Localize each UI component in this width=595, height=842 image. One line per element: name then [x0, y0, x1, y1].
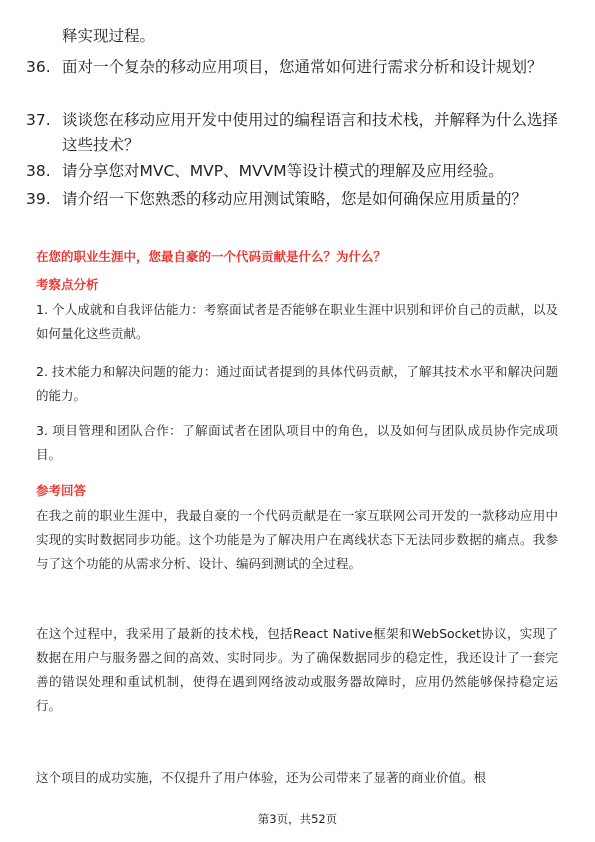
- question-item: [26, 159, 562, 184]
- continuation-text: 释实现过程。: [62, 27, 156, 45]
- question-text: 请介绍一下您熟悉的移动应用测试策略，您是如何确保应用质量的？: [62, 190, 528, 208]
- question-number: 38.: [26, 162, 51, 180]
- question-text: 面对一个复杂的移动应用项目，您通常如何进行需求分析和设计规划？: [62, 58, 543, 76]
- analysis-point: 2. 技术能力和解决问题的能力：通过面试者提到的具体代码贡献，了解其技术水平和解决问题的能力。: [36, 364, 558, 403]
- question-text: 谈谈您在移动应用开发中使用过的编程语言和技术栈，并解释为什么选择这些技术？: [62, 111, 559, 154]
- answer-paragraph: 在这个过程中，我采用了最新的技术栈，包括React Native框架和WebSocket协议，实现了数据在用户与服务器之间的高效、实时同步。为了确保数据同步的稳定性，我还设计了一套完善的错误处理和重试机制，使得在遇到网络波动或服务器故障时，应用仍然能够保持稳定运行。: [36, 626, 558, 713]
- question-item: [26, 108, 562, 158]
- answer-heading: 参考回答: [36, 483, 87, 498]
- answer-paragraph: 这个项目的成功实施，不仅提升了用户体验，还为公司带来了显著的商业价值。根: [36, 770, 487, 785]
- question-text: 请分享您对MVC、MVP、MVVM等设计模式的理解及应用经验。: [62, 162, 504, 180]
- question-item: [26, 55, 562, 80]
- question-number: 36.: [26, 58, 51, 76]
- analysis-point: 3. 项目管理和团队合作：了解面试者在团队项目中的角色，以及如何与团队成员协作完成项目。: [36, 423, 558, 462]
- analysis-point: 1. 个人成就和自我评估能力：考察面试者是否能够在职业生涯中识别和评价自己的贡献，以及如何量化这些贡献。: [36, 302, 558, 341]
- page-footer: 第3页，共52页: [257, 812, 338, 826]
- question-item: [26, 187, 562, 212]
- analysis-heading: 考察点分析: [36, 277, 99, 292]
- answer-paragraph: 在我之前的职业生涯中，我最自豪的一个代码贡献是在一家互联网公司开发的一款移动应用中实现的实时数据同步功能。这个功能是为了解决用户在离线状态下无法同步数据的痛点。我参与了这个功能的从需求分析、设计、编码到测试的全过程。: [36, 508, 558, 571]
- question-number: 39.: [26, 190, 51, 208]
- question-heading: 在您的职业生涯中，您最自豪的一个代码贡献是什么？为什么？: [36, 249, 387, 264]
- question-number: 37.: [26, 111, 51, 129]
